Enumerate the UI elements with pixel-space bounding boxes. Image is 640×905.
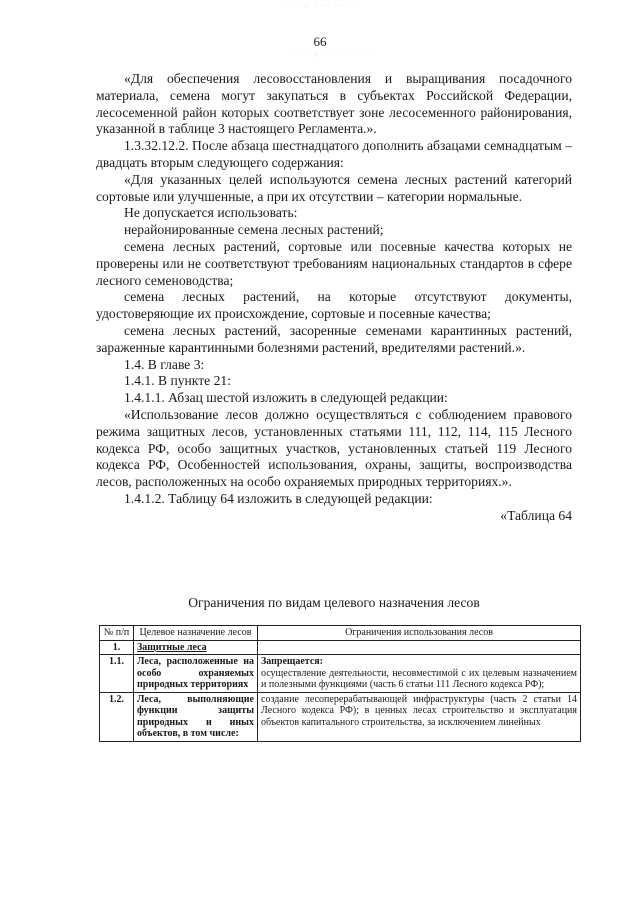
table-section-row (100, 640, 581, 655)
paragraph: «Для указанных целей используются семена лесных растений категорий сортовые или улучшенные, а при их отсутствии – категории нормальные. (96, 171, 572, 204)
page-number: 66 (313, 34, 327, 49)
row-restrictions-text: создание лесоперерабатывающей инфраструктуры (часть 2 статьи 14 Лесного кодекса РФ); в ценных лесах строительство и эксплуатация объектов капитального строительства, за исключением линейных (261, 693, 577, 728)
paragraph: нерайонированные семена лесных растений; (124, 222, 384, 238)
row-purpose: Леса, расположенные на особо охраняемых природных территориях (134, 655, 258, 693)
paragraph: 1.4.1.1. Абзац шестой изложить в следующей редакции: (124, 390, 448, 406)
paragraph: 1.3.32.12.2. После абзаца шестнадцатого дополнить абзацами семнадцатым – двадцать вторым следующего содержания: (96, 138, 572, 170)
row-purpose: Леса, выполняющие функции защиты природных и иных объектов, в том числе: (134, 692, 258, 741)
row-num: 1.1. (100, 655, 134, 693)
row-restrictions (258, 692, 581, 741)
paragraph: семена лесных растений, сортовые или посевные качества которых не проверены или не соответствуют требованиям национальных стандартов в сфере лесного семеноводства; (96, 238, 572, 288)
faint-stamp-mark-2: · ·· ∴ · ·· ··· · (290, 53, 374, 59)
paragraph: «Для обеспечения лесовосстановления и выращивания посадочного материала, семена могут закупаться в субъектах Российской Федерации, лесосеменной район которых соответствует зоне лесосеменного районирования, указанной в таблице 3 настоящего Регламента.». (96, 71, 572, 137)
table-row (100, 655, 581, 693)
paragraph: 1.4.1.2. Таблицу 64 изложить в следующей редакции: (124, 490, 433, 506)
table-header-row (100, 626, 581, 641)
section-name: Защитные леса (134, 640, 258, 655)
table-caption-label: «Таблица 64 (500, 507, 572, 523)
row-restrictions-text: осуществление деятельности, несовместимой с их целевым назначением и полезными функциями (часть 6 статьи 111 Лесного кодекса РФ); (261, 667, 577, 690)
paragraph: семена лесных растений, на которые отсутствуют документы, удостоверяющие их происхождение, сортовые и посевные качества; (96, 289, 572, 322)
row-restrictions-label: Запрещается: (261, 656, 324, 667)
paragraph: Не допускается использовать: (124, 205, 298, 221)
section-num: 1. (100, 640, 134, 655)
faint-stamp-mark: · ·· ∴ · ·· ··· · (283, 2, 357, 10)
paragraph: 1.4. В главе 3: (124, 356, 205, 372)
restrictions-table (99, 625, 581, 742)
row-restrictions (258, 655, 581, 693)
section-empty-cell (258, 640, 581, 655)
row-num: 1.2. (100, 692, 134, 741)
table-title: Ограничения по видам целевого назначения лесов (188, 595, 480, 610)
paragraph: 1.4.1. В пункте 21: (124, 373, 231, 389)
paragraph: «Использование лесов должно осуществляться с соблюдением правового режима защитных лесов, установленных статьями 111, 112, 114, 115 Лесного кодекса РФ, особо защитных участков, установленных статьей 119 Лесного кодекса РФ, Особенностей использования, охраны, защиты, воспроизводства лесов, расположенных на особо охраняемых природных территориях.». (96, 406, 572, 490)
header-num: № п/п (100, 626, 134, 641)
body-text (96, 71, 572, 525)
header-restrictions: Ограничения использования лесов (258, 626, 581, 641)
paragraph: семена лесных растений, засоренные семенами карантинных растений, зараженные карантинными болезнями растений, вредителями растений.». (96, 322, 572, 355)
header-purpose: Целевое назначение лесов (134, 626, 258, 641)
table-row (100, 692, 581, 741)
